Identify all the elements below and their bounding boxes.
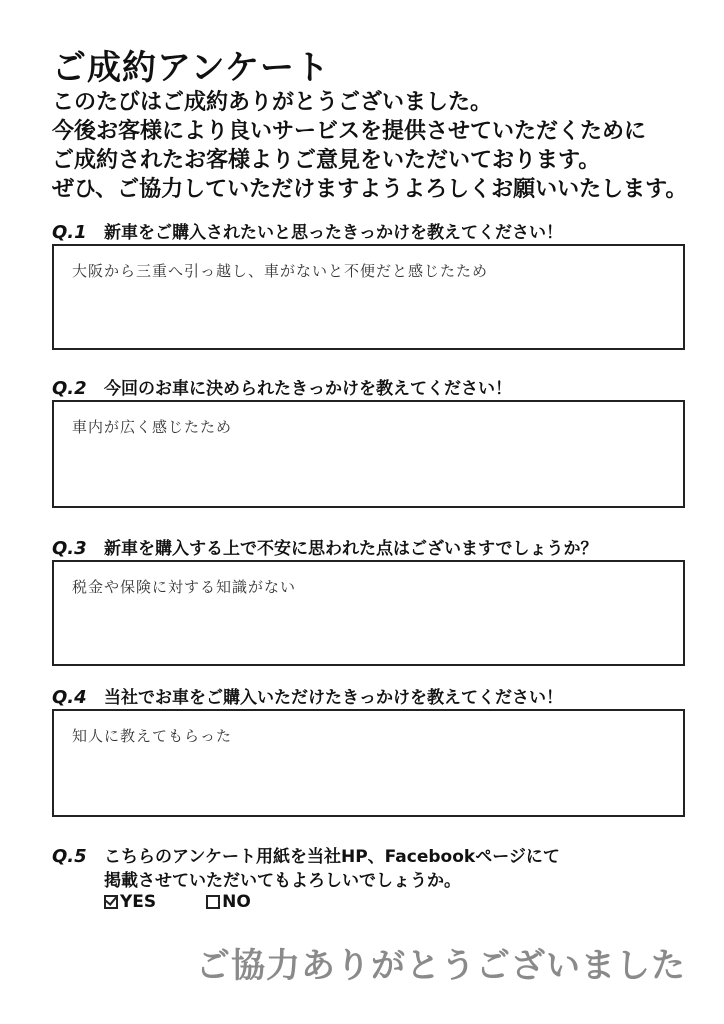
no-checkbox[interactable] bbox=[206, 895, 220, 909]
question-text: 新車を購入する上で不安に思われた点はございますでしょうか？ bbox=[104, 539, 598, 559]
yes-option[interactable] bbox=[104, 892, 156, 912]
question-number: Q.3 bbox=[52, 538, 87, 559]
answer-box-4[interactable] bbox=[52, 709, 685, 817]
handwritten-answer: 知人に教えてもらった bbox=[72, 727, 233, 745]
intro-line: 今後お客様により良いサービスを提供させていただくために bbox=[52, 119, 647, 144]
question-4 bbox=[52, 683, 563, 708]
question-text: こちらのアンケート用紙を当社HP、Facebookページにて bbox=[104, 847, 560, 867]
question-text: 当社でお車をご購入いただけたきっかけを教えてください！ bbox=[104, 688, 563, 708]
handwritten-answer: 車内が広く感じたため bbox=[72, 418, 233, 436]
yes-checkbox[interactable] bbox=[104, 895, 118, 909]
yes-label: YES bbox=[120, 892, 157, 912]
question-1 bbox=[52, 218, 563, 243]
question-text: 新車をご購入されたいと思ったきっかけを教えてください！ bbox=[104, 223, 563, 243]
consent-choices bbox=[104, 892, 251, 912]
question-number: Q.4 bbox=[52, 687, 87, 708]
question-text: 今回のお車に決められたきっかけを教えてください！ bbox=[104, 379, 512, 399]
question-number: Q.5 bbox=[52, 846, 87, 867]
no-option[interactable] bbox=[206, 892, 251, 912]
no-label: NO bbox=[222, 892, 251, 912]
question-text-cont: 掲載させていただいてもよろしいでしょうか。 bbox=[104, 871, 461, 891]
question-number: Q.1 bbox=[52, 222, 87, 243]
handwritten-answer: 税金や保険に対する知識がない bbox=[72, 578, 297, 596]
answer-box-2[interactable] bbox=[52, 400, 685, 508]
question-number: Q.2 bbox=[52, 378, 87, 399]
page-title: ご成約アンケート bbox=[52, 48, 330, 88]
intro-text bbox=[52, 88, 712, 204]
intro-line: このたびはご成約ありがとうございました。 bbox=[52, 90, 493, 115]
question-5 bbox=[52, 845, 560, 893]
question-2 bbox=[52, 374, 512, 399]
thanks-message: ご協力ありがとうございました bbox=[196, 946, 686, 986]
answer-box-1[interactable] bbox=[52, 244, 685, 350]
intro-line: ご成約されたお客様よりご意見をいただいております。 bbox=[52, 148, 601, 173]
intro-line: ぜひ、ご協力していただけますようよろしくお願いいたします。 bbox=[52, 177, 688, 202]
answer-box-3[interactable] bbox=[52, 560, 685, 666]
handwritten-answer: 大阪から三重へ引っ越し、車がないと不便だと感じたため bbox=[72, 262, 489, 280]
question-3 bbox=[52, 534, 598, 559]
